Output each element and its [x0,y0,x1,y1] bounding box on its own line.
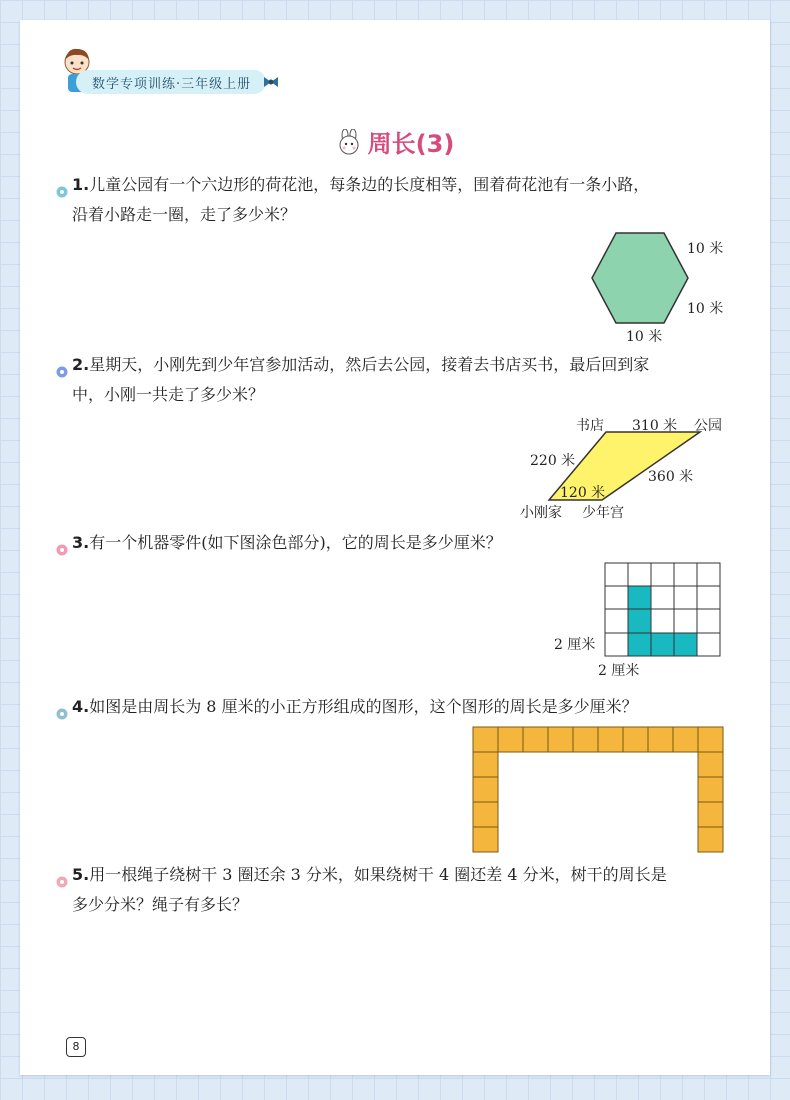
page-title [0,124,790,161]
distance-label: 120 米 [560,485,606,501]
question-1 [72,170,732,230]
bottom-length-label: 2 厘米 [598,663,640,679]
question-3 [72,528,732,558]
arch-square [698,827,723,852]
bunny-icon [336,129,362,161]
arch-square [548,727,573,752]
question-4 [72,692,732,722]
question-number: 1. [72,175,90,194]
question-number: 5. [72,865,90,884]
palace-label: 少年宫 [582,505,624,521]
question-5 [72,860,732,920]
flower-bullet-icon [56,536,68,566]
hex-side-label: 10 米 [687,241,724,257]
arch-square [473,727,498,752]
question-number: 3. [72,533,90,552]
header-banner [76,70,266,94]
question-text: 沿着小路走一圈，走了多少米？ [72,205,297,224]
arch-square [673,727,698,752]
arch-square [473,777,498,802]
distance-label: 310 米 [632,418,678,434]
arch-figure [472,726,728,860]
arch-square [648,727,673,752]
flower-bullet-icon [56,358,68,388]
grid-part-figure [604,562,722,662]
hex-side-label: 10 米 [687,301,724,317]
flower-bullet-icon [56,178,68,208]
question-number: 2. [72,355,90,374]
arch-square [698,802,723,827]
side-length-label: 2 厘米 [554,637,596,653]
arch-square [698,777,723,802]
arch-square [498,727,523,752]
arch-square [473,827,498,852]
park-label: 公园 [694,418,722,434]
arch-square [698,727,723,752]
distance-label: 360 米 [648,469,694,485]
hexagon-figure [590,232,690,328]
page-number: 8 [66,1037,86,1057]
question-text: 多少分米？绳子有多长？ [72,895,249,914]
shop-label: 书店 [576,418,604,434]
arch-square [523,727,548,752]
arch-square [598,727,623,752]
question-text: 用一根绳子绕树干 3 圈还余 3 分米，如果绕树干 4 圈还差 4 分米，树干的周长是 [89,865,667,884]
question-text: 有一个机器零件(如下图涂色部分)，它的周长是多少厘米？ [89,533,502,552]
flower-bullet-icon [56,868,68,898]
flower-bullet-icon [56,700,68,730]
arch-square [473,752,498,777]
question-text: 如图是由周长为 8 厘米的小正方形组成的图形，这个图形的周长是多少厘米？ [89,697,638,716]
home-label: 小刚家 [520,505,562,521]
distance-label: 220 米 [530,453,576,469]
hex-side-label: 10 米 [626,329,663,345]
arch-square [573,727,598,752]
bow-icon [262,74,280,94]
question-text: 星期天，小刚先到少年宫参加活动，然后去公园，接着去书店买书，最后回到家 [89,355,650,374]
arch-square [698,752,723,777]
arch-square [623,727,648,752]
banner-text: 数学专项训练·三年级上册 [92,77,252,92]
title-text: 周长(3) [367,130,455,158]
arch-square [473,802,498,827]
question-text: 中，小刚一共走了多少米？ [72,385,265,404]
question-text: 儿童公园有一个六边形的荷花池，每条边的长度相等，围着荷花池有一条小路， [89,175,650,194]
question-2 [72,350,732,410]
question-number: 4. [72,697,90,716]
